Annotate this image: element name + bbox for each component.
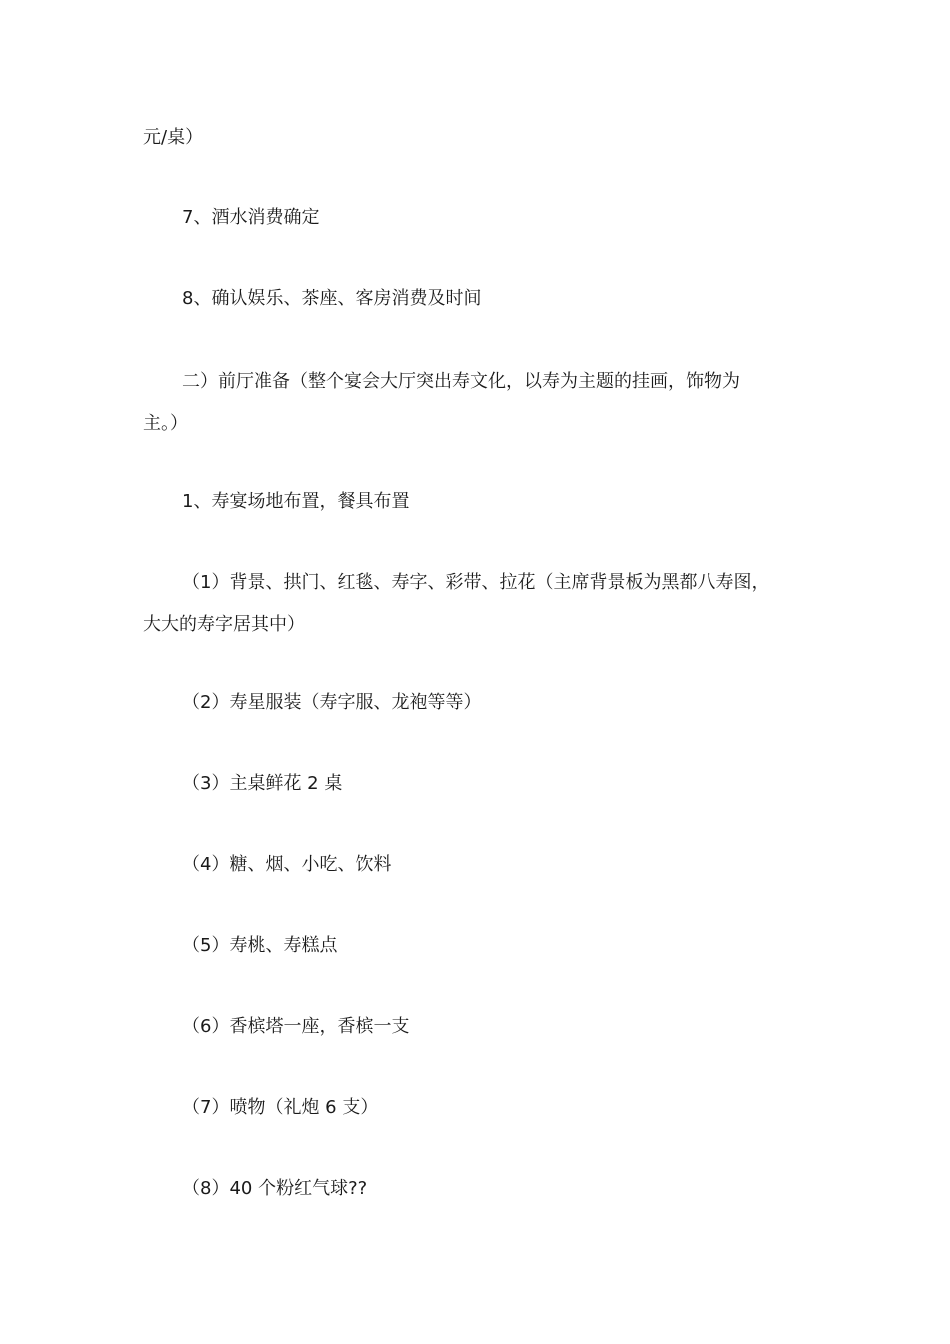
text-line-detail-3: （3）主桌鲜花 2 桌	[182, 773, 343, 794]
text-line-subitem-1: 1、寿宴场地布置，餐具布置	[182, 491, 410, 512]
text-line-detail-1-cont: 大大的寿字居其中）	[143, 614, 305, 635]
text-line-item-8: 8、确认娱乐、茶座、客房消费及时间	[182, 288, 482, 309]
text-line-price-unit: 元/桌）	[143, 127, 204, 148]
text-line-item-7: 7、酒水消费确定	[182, 207, 320, 228]
section-heading-continued: 主。）	[143, 413, 188, 434]
text-line-detail-7: （7）喷物（礼炮 6 支）	[182, 1097, 379, 1118]
text-line-detail-4: （4）糖、烟、小吃、饮料	[182, 854, 392, 875]
text-line-detail-5: （5）寿桃、寿糕点	[182, 935, 338, 956]
text-line-detail-6: （6）香槟塔一座，香槟一支	[182, 1016, 410, 1037]
text-line-detail-8: （8）40 个粉红气球??	[182, 1178, 368, 1199]
text-line-detail-2: （2）寿星服装（寿字服、龙袍等等）	[182, 692, 482, 713]
text-line-detail-1: （1）背景、拱门、红毯、寿字、彩带、拉花（主席背景板为黑都八寿图，	[182, 572, 770, 593]
section-heading-front-hall: 二）前厅准备（整个宴会大厅突出寿文化，以寿为主题的挂画，饰物为	[182, 371, 740, 392]
